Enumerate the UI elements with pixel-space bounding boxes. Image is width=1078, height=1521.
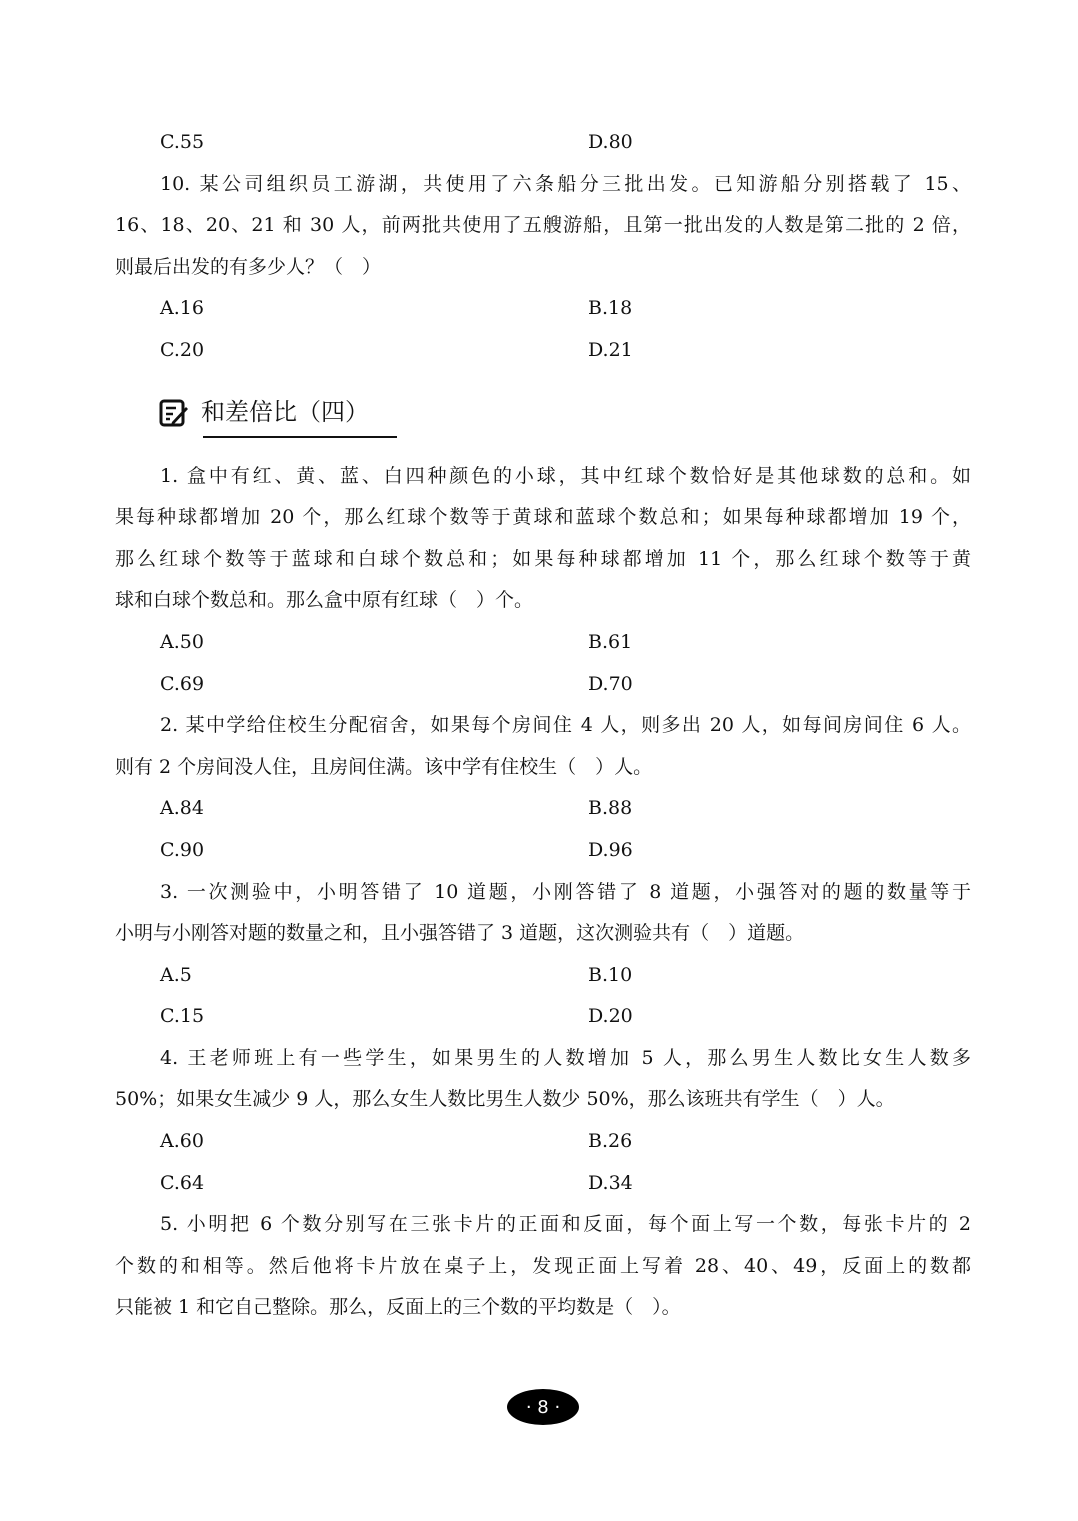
- question-text-line: 果每种球都增加 20 个，那么红球个数等于黄球和蓝球个数总和；如果每种球都增加 19 个，: [115, 506, 971, 529]
- answer-option: B.10: [588, 963, 633, 986]
- question-list: [115, 456, 971, 1329]
- question-5: [115, 1204, 971, 1329]
- answer-option: B.26: [588, 1130, 633, 1153]
- answer-option: A.60: [160, 1130, 204, 1153]
- question-text-line: 2. 某中学给住校生分配宿舍，如果每个房间住 4 人，则多出 20 人，如每间房间住 6 人。: [160, 714, 971, 737]
- options-row: [115, 830, 971, 872]
- question-10-body: [115, 164, 971, 372]
- question-text-line: 4. 王老师班上有一些学生，如果男生的人数增加 5 人，那么男生人数比女生人数多: [160, 1046, 971, 1069]
- question-text-line: 小明与小刚答对题的数量之和，且小强答错了 3 道题，这次测验共有（ ）道题。: [115, 922, 805, 945]
- answer-option: D.70: [588, 672, 633, 695]
- question-text-line: 3. 一次测验中，小明答错了 10 道题，小刚答错了 8 道题，小强答对的题的数量等于: [160, 880, 971, 903]
- answer-option: D.21: [588, 338, 633, 361]
- section-title: 和差倍比（四）: [201, 397, 369, 426]
- answer-option: C.64: [160, 1171, 205, 1194]
- question-text-line: 16、18、20、21 和 30 人，前两批共使用了五艘游船，且第一批出发的人数是第二批的 2 倍，: [115, 214, 971, 237]
- answer-option: B.88: [588, 797, 633, 820]
- question-text-line: 则最后出发的有多少人？（ ）: [115, 255, 382, 278]
- question-text-line: 个数的和相等。然后他将卡片放在桌子上，发现正面上写着 28、40、49，反面上的数都: [115, 1254, 971, 1277]
- answer-option: D.34: [588, 1171, 633, 1194]
- question-text-line: 那么红球个数等于蓝球和白球个数总和；如果每种球都增加 11 个，那么红球个数等于黄: [115, 547, 971, 570]
- question-3: [115, 872, 971, 1038]
- options-row: [115, 122, 971, 164]
- answer-option: A.5: [160, 963, 192, 986]
- options-row: [115, 622, 971, 664]
- question-text-line: 球和白球个数总和。那么盒中原有红球（ ）个。: [115, 589, 534, 612]
- option-c: C.55: [160, 131, 205, 153]
- answer-option: A.84: [160, 797, 204, 820]
- page-number: · 8 ·: [507, 1389, 579, 1425]
- question-text-line: 只能被 1 和它自己整除。那么，反面上的三个数的平均数是（ ）。: [115, 1296, 681, 1319]
- options-row: [115, 996, 971, 1038]
- question-text-line: 1. 盒中有红、黄、蓝、白四种颜色的小球，其中红球个数恰好是其他球数的总和。如: [160, 464, 971, 487]
- answer-option: A.50: [160, 630, 204, 653]
- options-row: [115, 288, 971, 330]
- question-text-line: 10. 某公司组织员工游湖，共使用了六条船分三批出发。已知游船分别搭载了 15、: [160, 172, 971, 195]
- answer-option: B.61: [588, 630, 633, 653]
- answer-option: C.15: [160, 1005, 205, 1028]
- question-text-line: 则有 2 个房间没人住，且房间住满。该中学有住校生（ ）人。: [115, 755, 653, 778]
- options-row: [115, 1163, 971, 1205]
- answer-option: C.20: [160, 338, 205, 361]
- answer-option: B.18: [588, 297, 633, 320]
- answer-option: C.90: [160, 838, 205, 861]
- question-1: [115, 456, 971, 706]
- question-text-line: 5. 小明把 6 个数分别写在三张卡片的正面和反面，每个面上写一个数，每张卡片的 2: [160, 1213, 971, 1236]
- section-heading: [115, 380, 971, 446]
- options-row: [115, 788, 971, 830]
- question-4: [115, 1038, 971, 1204]
- options-row: [115, 330, 971, 372]
- question-text-line: 50%；如果女生减少 9 人，那么女生人数比男生人数少 50%，那么该班共有学生（ ）人。: [115, 1088, 895, 1111]
- heading-underline: [203, 436, 397, 438]
- answer-option: A.16: [160, 297, 204, 320]
- edit-note-icon: [159, 398, 189, 428]
- options-row: [115, 664, 971, 706]
- answer-option: D.96: [588, 838, 633, 861]
- page-content: [115, 122, 971, 1329]
- option-d: D.80: [588, 131, 633, 153]
- question-10: [115, 164, 971, 372]
- answer-option: C.69: [160, 672, 205, 695]
- options-row: [115, 1121, 971, 1163]
- answer-option: D.20: [588, 1005, 633, 1028]
- question-2: [115, 705, 971, 871]
- options-row: [115, 955, 971, 997]
